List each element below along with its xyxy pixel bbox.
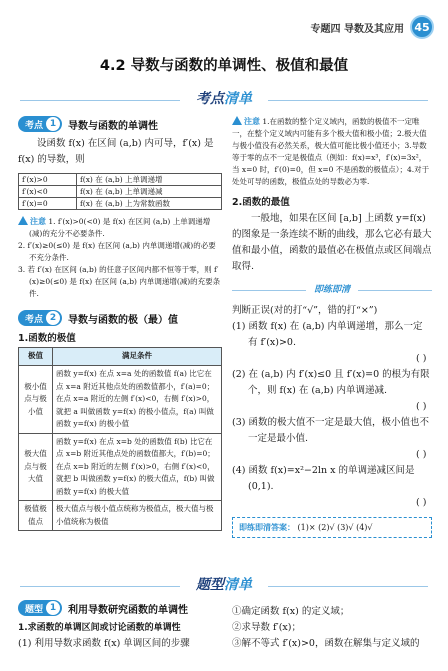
note-item: 2. f′(x)≥0(≤0) 是 f(x) 在区间 (a,b) 内单调递增(减)的必要不充分条件.	[18, 241, 216, 262]
topic2-pill: 考点 2	[18, 310, 62, 326]
table-row: 极小值点与极小值 函数 y=f(x) 在点 x=a 处的函数值 f(a) 比它在点 x=a 附近其他点处的函数值都小，f′(a)=0；在点 x=a 附近的左侧 f′(x)<0，右侧 f′(x)>0，就把 a 叫做函数 y=f(x) 的极小值点，f(a) 叫做函数 y=f(x) 的极小值	[19, 366, 222, 434]
kaodian-band	[0, 86, 448, 110]
topic1-title: 导数与函数的单调性	[68, 120, 159, 132]
step-item: ①确定函数 f(x) 的定义域；	[232, 606, 350, 617]
maxmin-text: 一般地，如果在区间 [a,b] 上函数 y=f(x) 的图象是一条连续不断的曲线，那么它必有最大值和最小值，函数的最值必在极值点或区间端点取得.	[232, 213, 432, 272]
warning-icon	[18, 216, 28, 225]
band-tixing-b: 清单	[224, 577, 252, 593]
band-kaodian-b: 清单	[224, 91, 252, 107]
topic1-pill: 考点 1	[18, 116, 62, 132]
band-kaodian-a: 考点	[196, 91, 224, 107]
topic1-heading	[18, 116, 222, 132]
table-header-row: 极值 满足条件	[19, 348, 222, 366]
practice-band	[232, 281, 432, 299]
step-item: ②求导数 f′(x)；	[232, 622, 301, 633]
note-label: 注意	[30, 217, 46, 226]
table-row: 极值极值点 极大值点与极小值点统称为极值点，极大值与极小值统称为极值	[19, 501, 222, 531]
question-item: (1) 函数 f(x) 在 (a,b) 内单调递增，那么一定有 f′(x)>0. ( )	[232, 321, 427, 364]
section-title: 4.2 导数与函数的单调性、极值和最值	[99, 58, 349, 74]
tixing1-sub: 1.求函数的单调区间或讨论函数的单调性	[18, 623, 181, 633]
tixing1-line: (1) 利用导数求函数 f(x) 单调区间的步骤	[18, 638, 190, 649]
tixing1-heading	[18, 600, 222, 616]
right-note	[232, 116, 432, 188]
tixing1-block	[18, 600, 222, 652]
step-item: ③解不等式 f′(x)>0，函数在解集与定义域的	[232, 638, 420, 649]
topic2-title: 导数与函数的极（最）值	[68, 314, 179, 326]
page-number: 45	[410, 15, 434, 39]
steps-list	[232, 604, 432, 652]
table-row: f′(x)<0 f(x) 在 (a,b) 上单调递减	[19, 186, 222, 198]
question-item: (3) 函数的极大值不一定是最大值，极小值也不一定是最小值. ( )	[232, 417, 429, 460]
tixing1-pill: 题型 1	[18, 600, 62, 616]
answer-box	[232, 517, 432, 538]
topic2-heading	[18, 310, 222, 326]
answer-head: 即练即清答案：	[239, 523, 295, 532]
practice-questions	[232, 303, 432, 511]
chapter-label: 专题四 导数及其应用	[310, 23, 404, 35]
left-column	[18, 116, 222, 531]
practice-intro: 判断正误(对的打“√”，错的打“×”)	[232, 305, 378, 316]
page-header	[311, 14, 434, 40]
table-row: f′(x)=0 f(x) 在 (a,b) 上为常数函数	[19, 198, 222, 210]
question-item: (4) 函数 f(x)=x²−2ln x 的单调递减区间是 (0,1). ( )	[232, 465, 427, 508]
table-row: 极大值点与极大值 函数 y=f(x) 在点 x=b 处的函数值 f(b) 比它在点 x=b 附近其他点处的函数值都大，f′(b)=0；在点 x=b 附近的左侧 f′(x)>0，右侧 f′(x)<0，就把 b 叫做函数 y=f(x) 的极大值点，f(b) 叫做函数 y=f(x) 的极大值	[19, 433, 222, 501]
right-column	[232, 116, 432, 538]
note-item: 3. 若 f′(x) 在区间 (a,b) 的任意子区间内都不恒等于零，则 f′(x)≥0(≤0) 是 f(x) 在区间 (a,b) 内单调递增(减)的充要条件.	[18, 265, 221, 298]
question-item: (2) 在 (a,b) 内 f′(x)≤0 且 f′(x)=0 的根为有限个，则 f(x) 在 (a,b) 内单调递减. ( )	[232, 369, 430, 412]
tixing-band	[0, 572, 448, 596]
right-note-text: 1.在函数的整个定义域内，函数的极值不一定唯一，在整个定义域内可能有多个极大值和极小值；2.极大值与极小值没有必然关系，极大值可能比极小值还小；3.导数等于零的点不一定是极值点（例如：f(x)=x³，f′(x)=3x²，当 x=0 时，f′(0)=0，但 x=0 不是函数的极值点）；4.对于处处可导的函数，极值点处的导数必为零.	[232, 117, 430, 186]
note-label: 注意	[244, 117, 260, 126]
warning-icon	[232, 116, 242, 125]
table-row: f′(x)>0 f(x) 在 (a,b) 上单调递增	[19, 174, 222, 186]
extremum-table	[18, 347, 222, 531]
practice-label: 即练即清	[306, 282, 358, 295]
topic2-subtitle: 1.函数的极值	[18, 333, 76, 344]
answer-values: (1)× (2)√ (3)√ (4)√	[297, 523, 373, 532]
band-tixing-a: 题型	[196, 577, 224, 593]
topic1-notes: 注意 1. f′(x)>0(<0) 是 f(x) 在区间 (a,b) 上单调递增(减)的充分不必要条件. 2. f′(x)≥0(≤0) 是 f(x) 在区间 (a,b) 内单调递增(减)的必要不充分条件. 3. 若 f′(x) 在区间 (a,b) 的任意子区间内都不恒等于零，则 f′(x)≥0(≤0) 是 f(x) 在区间 (a,b) 内单调递增(减)的充要条件.	[18, 217, 221, 298]
maxmin-title: 2.函数的最值	[232, 197, 290, 208]
topic1-intro: 设函数 f(x) 在区间 (a,b) 内可导，f′(x) 是 f(x) 的导数，则	[18, 138, 214, 165]
tixing1-title: 利用导数研究函数的单调性	[68, 604, 189, 616]
monotonic-table	[18, 173, 222, 210]
